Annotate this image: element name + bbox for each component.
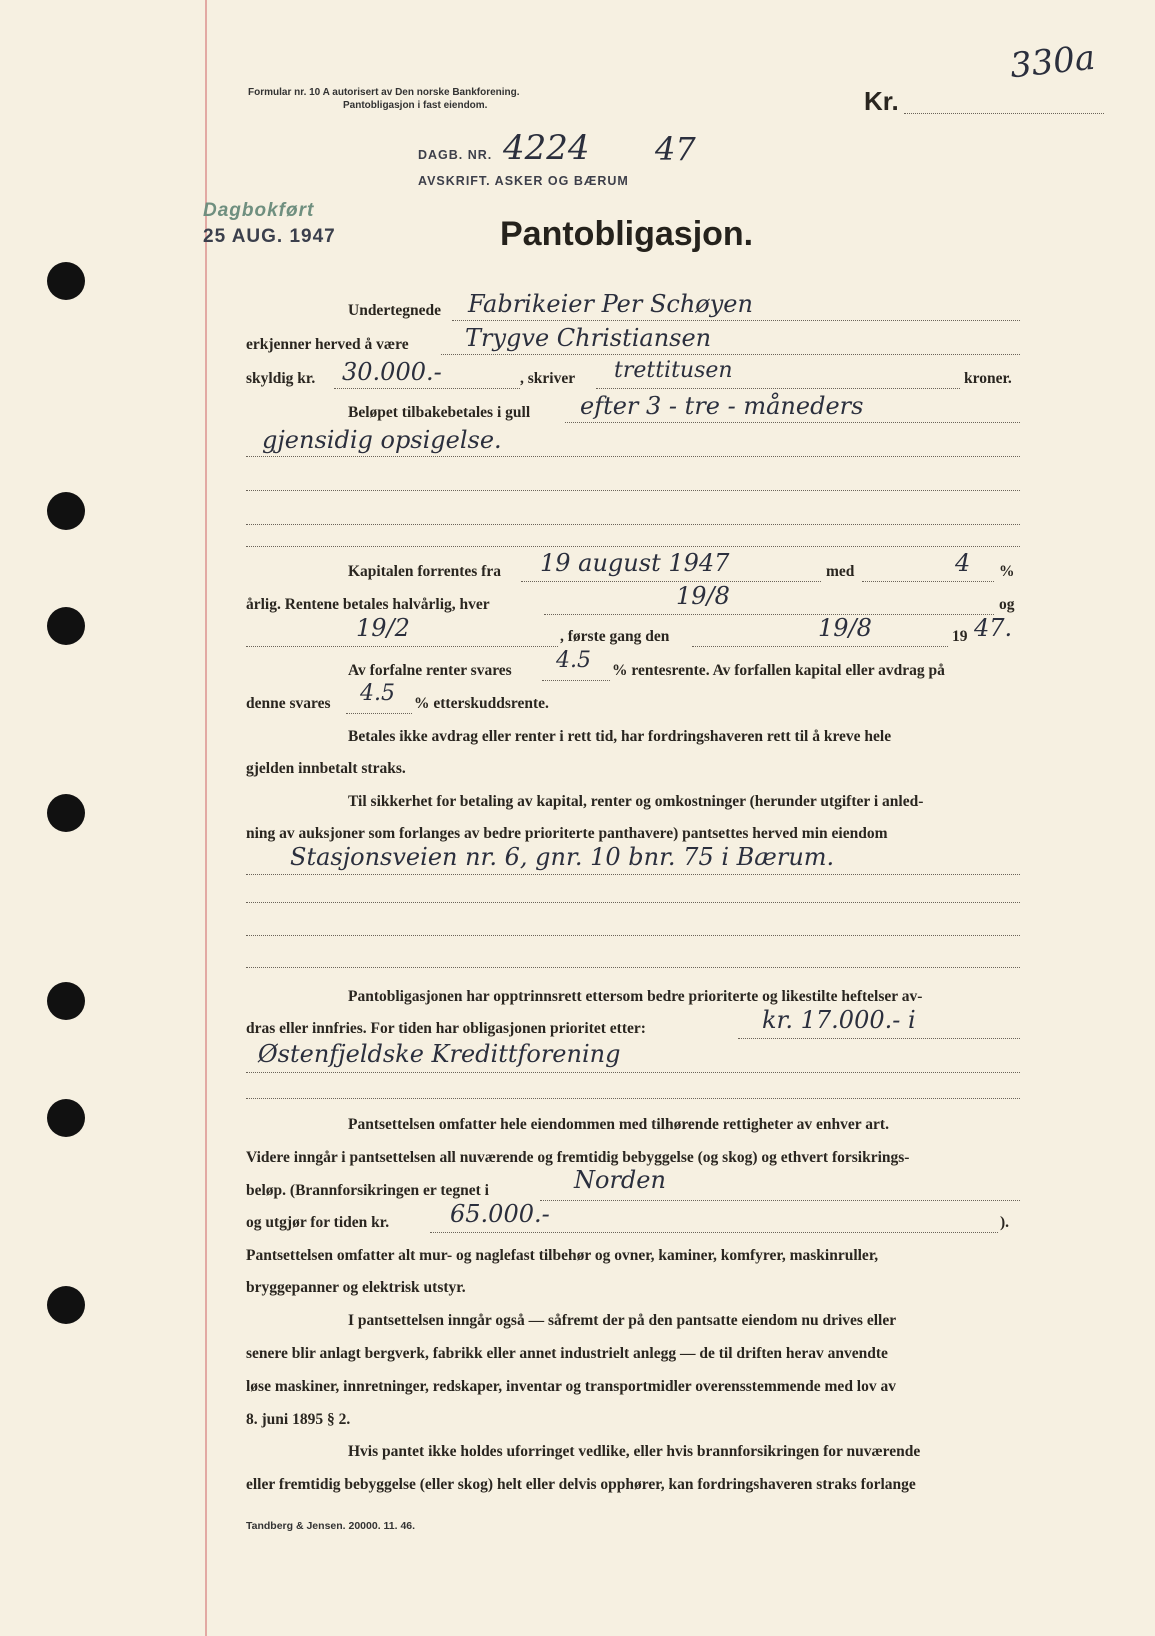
kr-line (904, 113, 1104, 114)
kroner-label: kroner. (964, 370, 1012, 387)
prioritet-line2 (246, 1072, 1020, 1073)
year-suffix: 47. (974, 614, 1013, 642)
ogsa-line3: løse maskiner, innretninger, redskaper, inventar og transportmidler overensstemmende med lov av (246, 1378, 896, 1395)
punch-hole (47, 492, 85, 530)
belopet-value: efter 3 - tre - måneders (580, 392, 864, 420)
utgjor-end: ). (1000, 1214, 1010, 1231)
rentesrente-line (542, 680, 610, 681)
kapitalen-value: 19 august 1947 (540, 549, 730, 577)
belopet-line (565, 422, 1020, 423)
prioritet-value: kr. 17.000.- i (762, 1006, 916, 1034)
av-forfalne-label: Av forfalne renter svares (348, 662, 512, 679)
omfatter-line1: Pantsettelsen omfatter hele eiendommen med tilhørende rettigheter av enhver art. (348, 1116, 889, 1133)
blank-line (246, 902, 1020, 903)
blank-line (246, 967, 1020, 968)
corner-number: 330a (1008, 37, 1098, 87)
rentesrente-value: 4.5 (556, 648, 591, 673)
form-note-line2: Pantobligasjon i fast eiendom. (343, 100, 488, 111)
arlig-label: årlig. Rentene betales halvårlig, hver (246, 596, 490, 613)
avskrift-stamp: AVSKRIFT. ASKER OG BÆRUM (418, 174, 629, 188)
percent-sign: % (999, 563, 1015, 580)
erkjenner-label: erkjenner herved å være (246, 336, 409, 353)
brann-line (540, 1200, 1020, 1201)
ogsa-line1: I pantsettelsen inngår også — såfremt der på den pantsatte eiendom nu drives eller (348, 1312, 897, 1329)
printer-footer: Tandberg & Jensen. 20000. 11. 46. (246, 1520, 416, 1532)
dagb-label: DAGB. NR. (418, 148, 493, 162)
rate-line (862, 581, 994, 582)
betales-line1: Betales ikke avdrag eller renter i rett tid, har fordringshaveren rett til å kreve hele (348, 728, 892, 745)
undertegnede-value: Fabrikeier Per Schøyen (468, 290, 753, 318)
vedlike-line1: Hvis pantet ikke holdes uforringet vedlike, eller hvis brannforsikringen for nuværende (348, 1443, 921, 1460)
med-label: med (826, 563, 855, 580)
date-stamp: 25 AUG. 1947 (203, 226, 336, 247)
rentesrente-text: % rentesrente. Av forfallen kapital eller avdrag på (612, 662, 945, 679)
vedlike-line2: eller fremtidig bebyggelse (eller skog) helt eller delvis opphører, kan fordringshaveren straks forlange (246, 1476, 916, 1493)
omfatter-line2: Videre inngår i pantsettelsen all nuværende og fremtidig bebyggelse (og skog) og ethvert forsikrings- (246, 1149, 910, 1166)
ogsa-line2: senere blir anlagt bergverk, fabrikk eller annet industrielt anlegg — de til driften herav anvendte (246, 1345, 888, 1362)
dagb-number: 4224 (503, 128, 590, 168)
punch-hole (47, 1099, 85, 1137)
blank-line (246, 546, 1020, 547)
undertegnede-line (452, 320, 1020, 321)
omfatter-line3: beløp. (Brannforsikringen er tegnet i (246, 1182, 489, 1199)
murfast-line2: bryggepanner og elektrisk utstyr. (246, 1279, 466, 1296)
murfast-line1: Pantsettelsen omfatter alt mur- og naglefast tilbehør og ovner, kaminer, komfyrer, maskinruller, (246, 1247, 879, 1264)
belopet-label: Beløpet tilbakebetales i gull (348, 404, 531, 421)
etterskudd-text: % etterskuddsrente. (414, 695, 549, 712)
utgjor-label: og utgjør for tiden kr. (246, 1214, 390, 1231)
ogsa-line4: 8. juni 1895 § 2. (246, 1411, 351, 1428)
opptrinn-line1: Pantobligasjonen har opptrinnsrett ettersom bedre prioriterte og likestilte heftelser av- (348, 988, 923, 1005)
forste-label: , første gang den (560, 628, 670, 645)
skriver-line (596, 388, 960, 389)
form-note-line1: Formular nr. 10 A autorisert av Den norske Bankforening. (248, 87, 520, 98)
forste-value: 19/8 (818, 614, 872, 642)
blank-line (246, 490, 1020, 491)
betales-line2: gjelden innbetalt straks. (246, 760, 406, 777)
denne-label: denne svares (246, 695, 331, 712)
kapitalen-line (521, 581, 821, 582)
skyldig-line (334, 388, 520, 389)
utgjor-value: 65.000.- (450, 1200, 550, 1228)
utgjor-line (430, 1232, 998, 1233)
second-date: 19/2 (356, 614, 410, 642)
punch-hole (47, 607, 85, 645)
skriver-label: , skriver (520, 370, 576, 387)
blank-line (246, 935, 1020, 936)
punch-hole (47, 262, 85, 300)
undertegnede-label: Undertegnede (348, 302, 441, 319)
kapitalen-label: Kapitalen forrentes fra (348, 563, 501, 580)
second-date-line (246, 646, 558, 647)
brann-value: Norden (574, 1166, 666, 1194)
eiendom-value: Stasjonsveien nr. 6, gnr. 10 bnr. 75 i Bærum. (290, 843, 835, 871)
belopet-value2: gjensidig opsigelse. (262, 426, 502, 454)
forste-line (692, 646, 948, 647)
prioritet-line (738, 1038, 1020, 1039)
etterskudd-value: 4.5 (360, 681, 395, 706)
dagbokfort-stamp: Dagbokført (203, 200, 315, 221)
punch-hole (47, 982, 85, 1020)
skyldig-label: skyldig kr. (246, 370, 316, 387)
document-title: Pantobligasjon. (500, 215, 754, 253)
kr-label: Kr. (864, 86, 899, 116)
halvarlig-value: 19/8 (676, 582, 730, 610)
belopet-line2 (246, 456, 1020, 457)
erkjenner-line (441, 354, 1020, 355)
sikkerhet-line2: ning av auksjoner som forlanges av bedre prioriterte panthavere) pantsettes herved min eiendom (246, 825, 888, 842)
erkjenner-value: Trygve Christiansen (465, 324, 712, 352)
halvarlig-line (544, 614, 994, 615)
og-label: og (999, 596, 1015, 613)
punch-hole (47, 794, 85, 832)
skyldig-value: 30.000.- (342, 358, 442, 386)
prioritet-value2: Østenfjeldske Kredittforening (258, 1040, 621, 1068)
punch-hole (47, 1286, 85, 1324)
sikkerhet-line1: Til sikkerhet for betaling av kapital, renter og omkostninger (herunder utgifter i anled- (348, 793, 924, 810)
blank-line (246, 1098, 1020, 1099)
etterskudd-line (346, 713, 412, 714)
dagb-year: 47 (655, 130, 696, 168)
blank-line (246, 524, 1020, 525)
rate-value: 4 (955, 549, 971, 577)
year-prefix: 19 (952, 628, 968, 645)
skriver-value: trettitusen (614, 358, 733, 383)
opptrinn-line2: dras eller innfries. For tiden har obligasjonen prioritet etter: (246, 1020, 646, 1037)
eiendom-line (246, 874, 1020, 875)
